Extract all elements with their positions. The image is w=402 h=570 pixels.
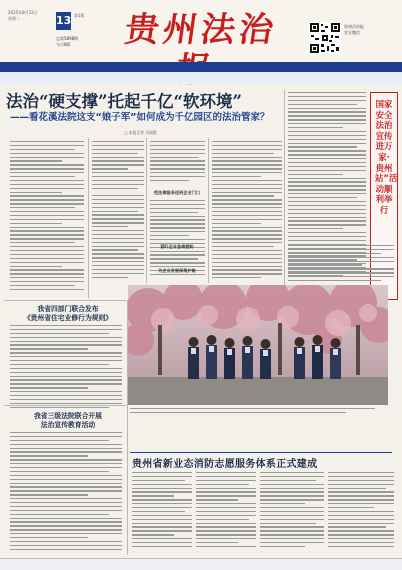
main-headline: 法治“硬支撑”托起千亿“软环境” <box>6 92 242 111</box>
issue-info: 总第5898期 今日8版 <box>56 36 79 47</box>
column-rule <box>284 90 285 285</box>
article-body-text <box>212 141 282 281</box>
article-body-text <box>150 200 205 278</box>
article-headline-courts: 我省三级法院联合开展 法治宣传教育活动 <box>34 412 102 429</box>
qr-code <box>309 22 341 54</box>
vertical-banner: 国家安全法治宣传进万家·贵州站”活动顺利举行 <box>370 92 398 300</box>
section-subhead: 紧盯企业急难愁盼 <box>160 244 194 249</box>
column-rule <box>88 138 89 298</box>
article-body-text <box>328 472 394 550</box>
masthead <box>0 0 402 66</box>
qr-label: 贵州法治报 官方微信 <box>344 24 364 35</box>
page-number-badge: 13 <box>56 12 71 30</box>
section-rule <box>130 452 392 453</box>
page-section: 第1版 <box>74 13 85 18</box>
masthead-blue-bar <box>0 62 402 72</box>
section-subhead: 为企业发展保驾护航 <box>158 268 196 273</box>
column-rule <box>146 138 147 283</box>
masthead-info-strip <box>0 72 402 84</box>
article-body-text <box>260 472 324 550</box>
byline: □ 本报记者 吴丽霞 <box>124 130 157 135</box>
article-body-text <box>10 432 122 553</box>
newspaper-title: 贵州法治报 <box>122 10 280 50</box>
section-subhead: 把法律服务送到企业门口 <box>153 190 201 195</box>
section-rule <box>4 300 126 301</box>
article-lead-text <box>10 141 84 293</box>
article-body-text <box>92 141 144 192</box>
footer-strip <box>0 558 402 570</box>
article-body-text <box>92 195 144 281</box>
masthead-date: 2025年8月12日 星期二 <box>8 10 38 21</box>
article-body-text <box>150 141 205 184</box>
article-body-text <box>196 472 256 550</box>
article-headline-fire-volunteers: 贵州省新业态消防志愿服务体系正式建成 <box>132 459 318 470</box>
article-headline-housing: 我省四部门联合发布 《贵州省住宅业修行为规则》 <box>23 305 113 322</box>
article-body-text <box>132 472 192 550</box>
main-subheadline: ——看花溪法院这支“娘子军”如何成为千亿园区的法治管家？ <box>10 112 270 123</box>
right-column-text <box>288 245 394 284</box>
column-rule <box>208 138 209 283</box>
photo-caption <box>130 408 380 416</box>
article-body-text <box>10 325 122 411</box>
news-photo-blossoms <box>128 285 388 405</box>
